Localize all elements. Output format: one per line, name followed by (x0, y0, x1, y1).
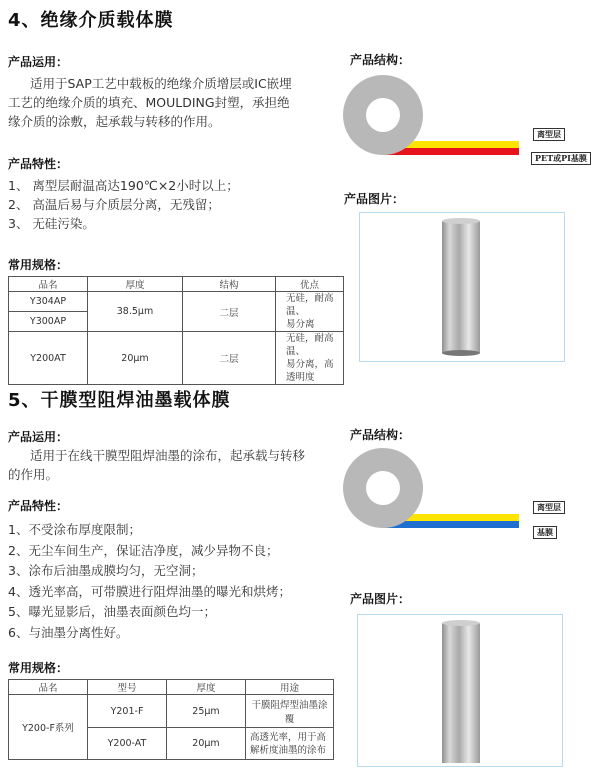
table-row (9, 695, 334, 728)
s4-feature-2: 2、 高温后易与介质层分离，无残留； (8, 197, 220, 212)
table-header-row (9, 680, 334, 695)
cell-advantage (276, 292, 344, 332)
s5-features-list (8, 520, 338, 643)
s5-usage-heading: 产品运用： (8, 430, 69, 444)
th-thickness: 厚度 (88, 277, 183, 292)
roll-core (366, 98, 400, 132)
table-row (9, 332, 344, 385)
s5-film-roll-image (358, 615, 562, 766)
cell-model: Y201-F (88, 695, 167, 728)
s4-release-layer-label: 离型层 (533, 128, 565, 141)
s4-feature-1: 1、 离型层耐温高达190℃×2小时以上； (8, 178, 239, 193)
th-model: 型号 (88, 680, 167, 695)
th-name: 品名 (9, 277, 88, 292)
cell-model: Y200-AT (88, 728, 167, 760)
s5-roll-structure-diagram (338, 444, 528, 544)
cell-thickness: 20μm (88, 332, 183, 385)
s5-spec-table (8, 679, 334, 760)
s4-product-photo-frame (359, 212, 565, 362)
th-thickness: 厚度 (167, 680, 246, 695)
s5-usage-line-2: 的作用。 (8, 467, 59, 482)
s4-photo-heading: 产品图片： (344, 192, 405, 206)
cell-usage (246, 728, 334, 760)
s5-feature-5: 5、曝光显影后，油墨表面颜色均一； (8, 604, 216, 619)
s4-spec-heading: 常用规格： (8, 258, 69, 272)
th-name: 品名 (9, 680, 88, 695)
cell-advantage-line: 无硅，耐高温、 (286, 333, 334, 357)
s5-usage-line-1: 适用于在线干膜型阻焊油墨的涂布，起承载与转移 (30, 448, 306, 463)
s5-feature-6: 6、与油墨分离性好。 (8, 624, 129, 640)
th-advantage: 优点 (276, 277, 344, 292)
cell-series: Y200-F系列 (9, 695, 88, 760)
cell-usage-line: 高透光率，用于高 (250, 731, 327, 743)
s5-structure-heading: 产品结构： (350, 428, 411, 442)
s4-features-heading: 产品特性： (8, 157, 69, 171)
cell-structure: 二层 (183, 332, 276, 385)
s4-usage-text (8, 74, 328, 131)
cell-thickness: 20μm (167, 728, 246, 760)
cell-advantage (276, 332, 344, 385)
s4-structure-heading: 产品结构： (350, 53, 411, 67)
s5-product-photo-frame (357, 614, 563, 767)
s4-feature-3: 3、 无硅污染。 (8, 216, 95, 231)
s4-film-roll-image (360, 213, 564, 361)
s4-usage-heading: 产品运用： (8, 55, 69, 69)
roll-core (366, 471, 400, 505)
cell-usage-line: 解析度油墨的涂布 (250, 744, 327, 756)
th-usage: 用途 (246, 680, 334, 695)
s5-feature-2: 2、无尘车间生产，保证洁净度，减少异物不良； (8, 542, 279, 558)
table-row (9, 292, 344, 312)
th-structure: 结构 (183, 277, 276, 292)
s5-base-film-label: 基膜 (533, 526, 557, 539)
table-header-row (9, 277, 344, 292)
s4-usage-line-1: 适用于SAP工艺中载板的绝缘介质增层或IC嵌埋 (30, 76, 292, 91)
cell-usage: 干膜阻焊型油墨涂覆 (246, 695, 334, 728)
s4-usage-line-3: 缘介质的涂敷，起承载与转移的作用。 (8, 114, 221, 129)
section-4-title: 4、绝缘介质载体膜 (8, 10, 174, 31)
s4-base-film-label: PET或PI基膜 (531, 152, 591, 165)
cell-name: Y304AP (9, 292, 88, 312)
s5-usage-text (8, 446, 338, 484)
s5-spec-heading: 常用规格： (8, 661, 69, 675)
cell-thickness: 25μm (167, 695, 246, 728)
s4-usage-line-2: 工艺的绝缘介质的填充、MOULDING封塑，承担绝 (8, 95, 290, 110)
s5-release-layer-label: 离型层 (533, 501, 565, 514)
cell-advantage-line: 易分离，高透明度 (286, 359, 334, 383)
section-5-title: 5、干膜型阻焊油墨载体膜 (8, 390, 231, 411)
s4-features-list (8, 176, 328, 233)
s5-features-heading: 产品特性： (8, 499, 69, 513)
s4-roll-structure-diagram (338, 70, 528, 170)
cell-thickness: 38.5μm (88, 292, 183, 332)
cell-structure: 二层 (183, 292, 276, 332)
s5-feature-4: 4、透光率高，可带膜进行阻焊油墨的曝光和烘烤； (8, 583, 291, 599)
s5-feature-1: 1、不受涂布厚度限制； (8, 522, 141, 537)
cell-advantage-line: 无硅，耐高温、 (286, 293, 334, 317)
cell-name: Y200AT (9, 332, 88, 385)
s5-photo-heading: 产品图片： (350, 592, 411, 606)
s5-feature-3: 3、涂布后油墨成膜均匀，无空洞； (8, 563, 204, 578)
cell-advantage-line: 易分离 (286, 319, 315, 330)
cell-name: Y300AP (9, 312, 88, 332)
s4-spec-table (8, 276, 344, 385)
